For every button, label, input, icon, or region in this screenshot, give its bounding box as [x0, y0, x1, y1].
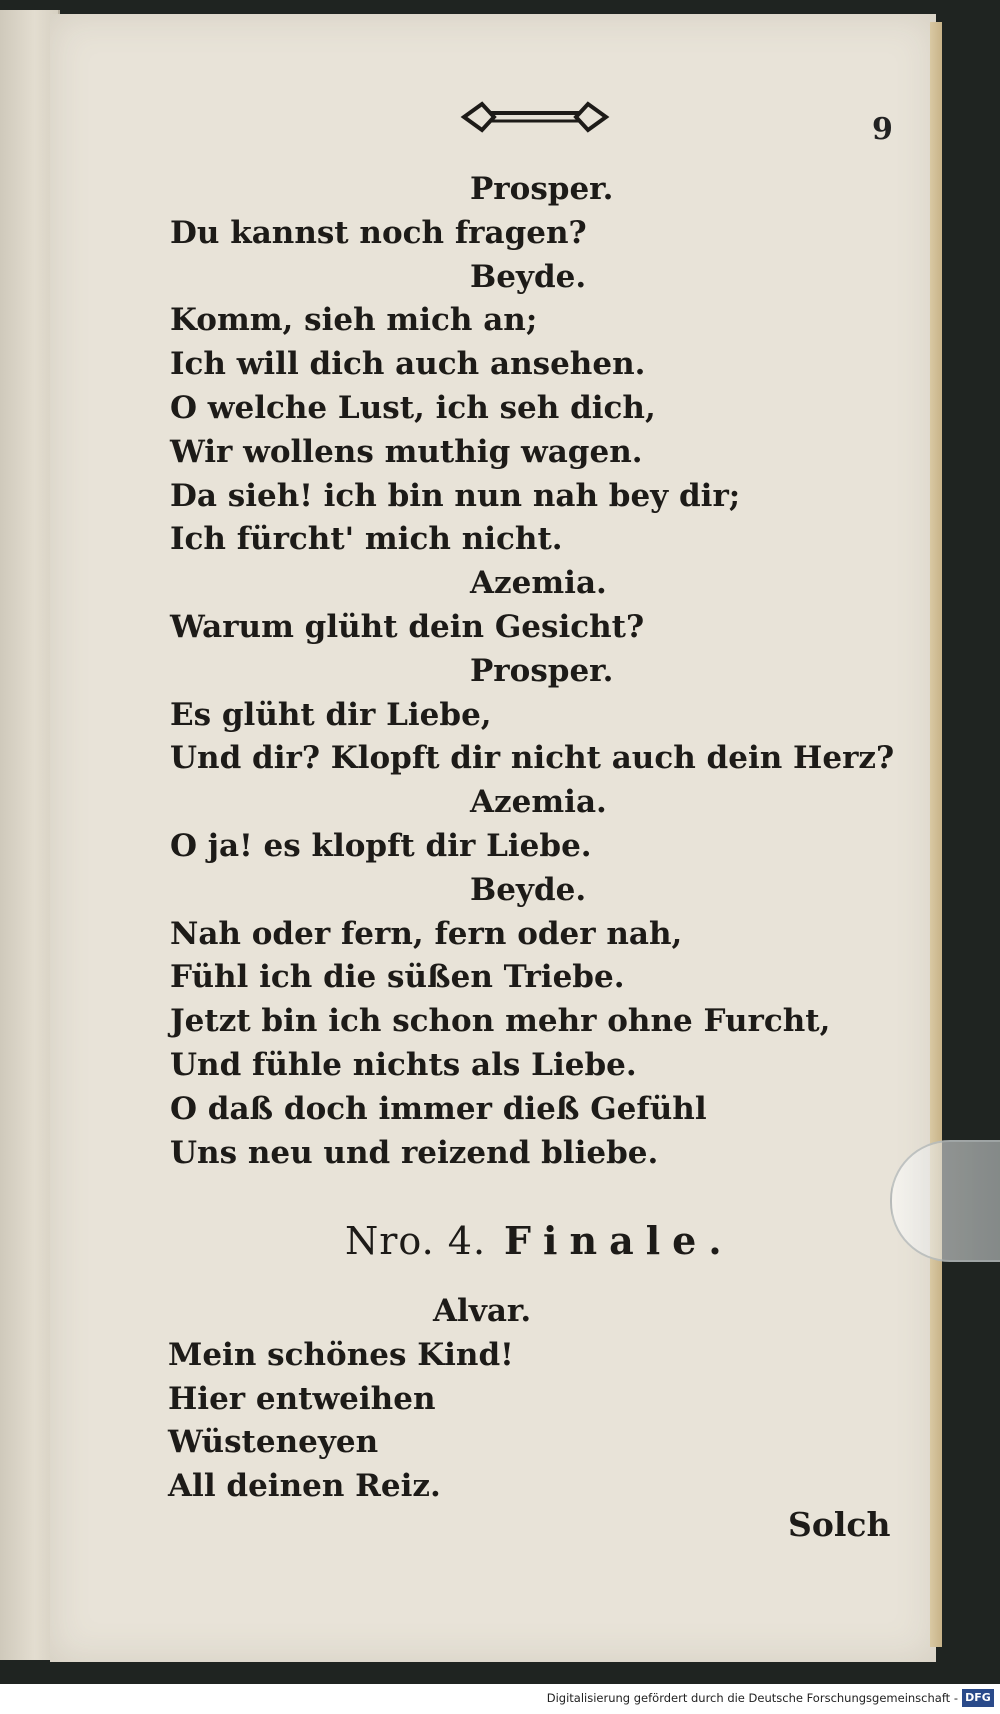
dfg-logo: DFG — [962, 1689, 994, 1707]
speaker-name: Azemia. — [470, 784, 607, 821]
speaker-name: Alvar. — [433, 1293, 532, 1329]
page-number: 9 — [872, 112, 893, 147]
verse-line: O ja! es klopft dir Liebe. — [170, 827, 592, 864]
right-page-edge — [930, 22, 942, 1647]
section-number: Nro. 4. — [345, 1219, 487, 1263]
verse-line: Uns neu und reizend bliebe. — [170, 1134, 659, 1171]
verse-line: Nah oder fern, fern oder nah, — [170, 915, 683, 952]
verse-line: Du kannst noch fragen? — [170, 214, 587, 251]
speaker-name: Prosper. — [470, 652, 614, 689]
verse-line: Wüsteneyen — [168, 1424, 379, 1461]
verse-line: Ich will dich auch ansehen. — [170, 346, 646, 383]
verse-line: Und dir? Klopft dir nicht auch dein Herz? — [170, 740, 895, 777]
verse-line: Da sieh! ich bin nun nah bey dir; — [170, 477, 741, 514]
section-title: Finale. — [504, 1218, 734, 1263]
double-arrow-ornament-icon — [460, 96, 610, 138]
footer-bar — [0, 1684, 1000, 1714]
page-clip — [890, 1140, 1000, 1262]
verse-line: Warum glüht dein Gesicht? — [170, 608, 645, 645]
speaker-name: Azemia. — [470, 565, 607, 602]
verse-line: Ich fürcht' mich nicht. — [170, 521, 563, 558]
verse-line: Hier entweihen — [168, 1380, 436, 1417]
speaker-name: Beyde. — [470, 871, 587, 908]
verse-line: Wir wollens muthig wagen. — [170, 433, 643, 470]
finale-verse-block — [168, 1290, 848, 1509]
verse-line: O welche Lust, ich seh dich, — [170, 389, 656, 426]
verse-line: Komm, sieh mich an; — [170, 302, 538, 339]
funding-credit: Digitalisierung gefördert durch die Deutsche Forschungsgemeinschaft - — [546, 1691, 958, 1705]
catchword: Solch — [788, 1505, 891, 1544]
verse-line: Es glüht dir Liebe, — [170, 696, 492, 733]
verse-line: All deinen Reiz. — [168, 1468, 441, 1505]
verse-line: Mein schönes Kind! — [168, 1336, 514, 1373]
verse-line: Fühl ich die süßen Triebe. — [170, 959, 625, 996]
verse-block — [170, 168, 895, 1175]
verse-line: O daß doch immer dieß Gefühl — [170, 1090, 707, 1127]
speaker-name: Beyde. — [470, 258, 587, 295]
verse-line: Und fühle nichts als Liebe. — [170, 1046, 637, 1083]
section-heading — [345, 1218, 734, 1263]
speaker-name: Prosper. — [470, 171, 614, 207]
verse-line: Jetzt bin ich schon mehr ohne Furcht, — [170, 1003, 831, 1040]
